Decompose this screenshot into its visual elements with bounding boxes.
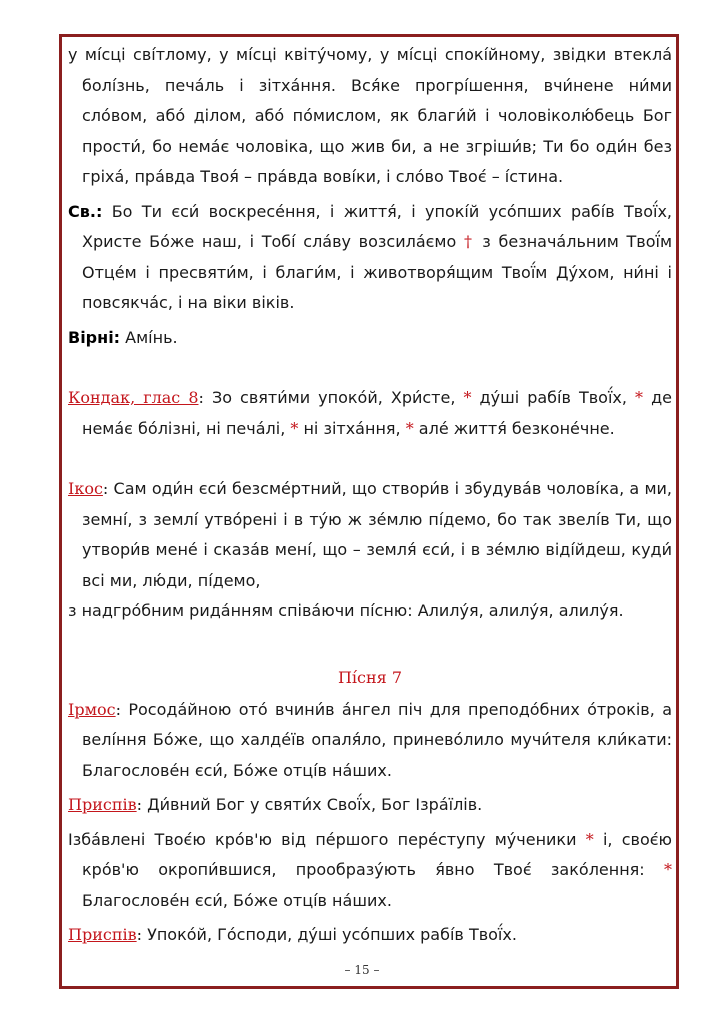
refrain-1 [68, 790, 672, 821]
troparion-text-2: і, своє́ю кро́в'ю окропи́вшися, прообразу́ють я́вно Твоє́ зако́лення: [82, 829, 673, 879]
star-mark: * [585, 829, 594, 849]
priest-label: Св.: [68, 201, 103, 221]
star-mark: * [664, 860, 672, 879]
exclamation-text: Бо Ти єси́ воскресе́ння, і життя́, і упокі́й усо́пших рабі́в Твої́х, Христе Бо́же наш, і Тобі́ сла́ву возсила́ємо [82, 201, 672, 251]
page-number: – 15 – [344, 963, 380, 977]
label-colon: : [198, 388, 204, 407]
refrain-label: Приспів [68, 795, 137, 814]
page-content [68, 40, 672, 951]
refrain-2 [68, 920, 672, 951]
kontakion-text-1: Зо святи́ми упоко́й, Хри́сте, [203, 388, 464, 407]
faithful-response [68, 323, 672, 354]
star-mark: * [635, 388, 644, 407]
refrain-label: Приспів [68, 925, 137, 944]
prayer-paragraph-1 [68, 40, 672, 193]
label-colon: : [136, 925, 142, 944]
exclamation-text-2: з безнача́льним Твої́м Отце́м і пресвяти́м, і благи́м, і животворя́щим Твої́м Ду́хом, ни́ні і повсякча́с, і на віки віків. [82, 232, 673, 312]
refrain-text: Ди́вний Бог у святи́х Свої́х, Бог Ізра́їлів. [142, 795, 483, 814]
amen-text: Амі́нь. [120, 327, 178, 347]
ikos-ending-text: з надгро́бним рида́нням співа́ючи пі́сню: Алилу́я, алилу́я, алилу́я. [68, 601, 624, 620]
label-colon: : [136, 795, 142, 814]
kontakion [68, 383, 672, 444]
prayer-text: у мі́сці сві́тлому, у мі́сці квіту́чому, у мі́сці спокі́йному, звідки втекла́ болі́знь, печа́ль і зітха́ння. Вся́ке прогрі́шення, вчи́нене ни́ми сло́вом, або́ ділом, або́ по́мислом, як благи́й і чоловіколю́бець Бог прости́, бо нема́є чоловіка, що жив би, а не згріши́в; Ти бо оди́н без гріха́, пра́вда Твоя́ – пра́вда вові́ки, і сло́во Твоє́ – і́стина. [68, 45, 672, 186]
priest-exclamation [68, 197, 672, 319]
troparion-text-1: Ізба́влені Твоє́ю кро́в'ю від пе́ршого пере́ступу му́ченики [68, 829, 586, 849]
ikos [68, 474, 672, 596]
label-colon: : [102, 479, 109, 498]
kontakion-text-5: але́ життя́ безконе́чне. [413, 418, 615, 438]
star-mark: * [463, 388, 472, 407]
faithful-label: Вірні: [68, 327, 121, 347]
ikos-label: Ікос [68, 479, 103, 498]
kontakion-text-3: де нема́є бо́лізні, ні печа́лі, [82, 388, 672, 438]
cross-icon: † [463, 232, 475, 251]
refrain-text: Упоко́й, Го́споди, ду́ші усо́пших рабі́в Твої́х. [142, 925, 517, 944]
irmos-text: Росода́йною ото́ вчини́в а́нгел піч для преподо́бних о́троків, а велі́ння Бо́же, що халде́їв опаля́ло, принево́лило мучи́теля кли́кати: Благослове́н єси́, Бо́же отці́в на́ших. [82, 699, 672, 780]
star-mark: * [290, 418, 299, 438]
irmos-label: Ірмос [68, 699, 116, 719]
kontakion-text-2: ду́ші рабі́в Твої́х, [471, 388, 636, 407]
ikos-ending [68, 596, 672, 627]
song-title: Пі́сня 7 [337, 667, 403, 687]
troparion [68, 825, 672, 917]
irmos [68, 695, 672, 787]
star-mark: * [405, 418, 414, 438]
kontakion-text-4: ні зітха́ння, [298, 418, 406, 438]
kontakion-label: Кондак, глас 8 [68, 388, 199, 407]
label-colon: : [115, 699, 121, 719]
ikos-text: Сам оди́н єси́ безсме́ртний, що створи́в і збудува́в чолові́ка, а ми, земні́, з землі́ утво́рені і в ту́ю ж зе́млю пі́демо, бо так звелі́в Ти, що утвори́в мене́ і сказа́в мені́, що – земля́ єси́, і в зе́млю віді́йдеш, куди́ всі ми, лю́ди, пі́демо, [82, 479, 672, 590]
troparion-text-3: Благослове́н єси́, Бо́же отці́в на́ших. [82, 890, 392, 910]
